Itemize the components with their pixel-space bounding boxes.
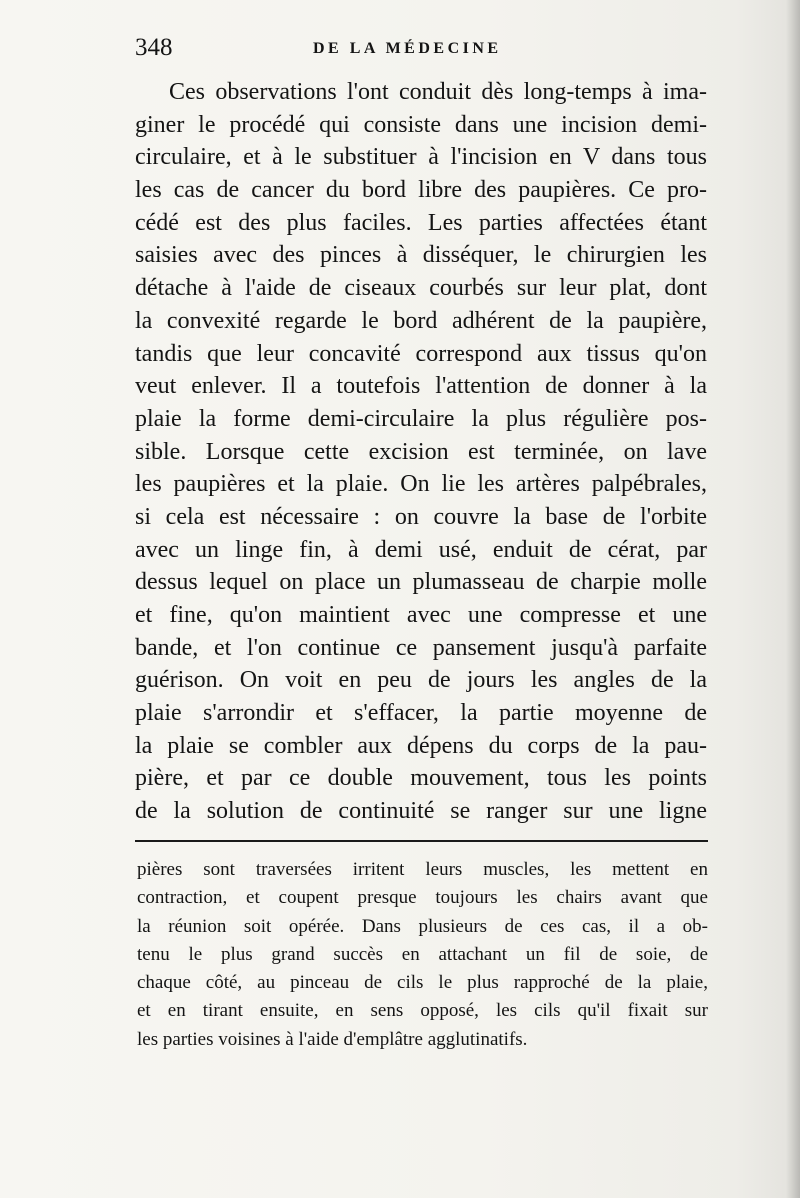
text-line: saisies avec des pinces à disséquer, le chirurgien les — [135, 242, 707, 269]
text-line: cédé est des plus faciles. Les parties affectées étant — [135, 209, 707, 236]
page-header — [135, 32, 705, 68]
footnote-line: et en tirant ensuite, en sens opposé, les cils qu'il fixait sur — [137, 1000, 708, 1022]
text-line: plaie s'arrondir et s'effacer, la partie moyenne de — [135, 700, 707, 727]
text-line: de la solution de continuité se ranger sur une ligne — [135, 798, 707, 825]
footnote-line: tenu le plus grand succès en attachant un fil de soie, de — [137, 943, 708, 965]
text-line: circulaire, et à le substituer à l'incision en V dans tous — [135, 144, 707, 171]
text-line: veut enlever. Il a toutefois l'attention de donner à la — [135, 373, 707, 400]
text-line: les paupières et la plaie. On lie les artères palpébrales, — [135, 471, 707, 498]
text-line: sible. Lorsque cette excision est terminée, on lave — [135, 438, 707, 465]
footnote-line: pières sont traversées irritent leurs muscles, les mettent en — [137, 859, 708, 880]
page-edge-shadow — [786, 0, 800, 1198]
text-line: la convexité regarde le bord adhérent de la paupière, — [135, 307, 707, 334]
text-line: dessus lequel on place un plumasseau de charpie molle — [135, 569, 707, 596]
main-text-block — [135, 76, 707, 828]
text-line: la plaie se combler aux dépens du corps de la pau- — [135, 732, 707, 759]
footnote-block — [137, 856, 708, 1054]
text-line: guérison. On voit en peu de jours les angles de la — [135, 667, 707, 694]
page-number: 348 — [135, 34, 173, 61]
footnote-separator-rule — [135, 840, 708, 842]
text-line: les cas de cancer du bord libre des paupières. Ce pro- — [135, 177, 707, 204]
text-line: Ces observations l'ont conduit dès long-temps à ima- — [169, 79, 707, 105]
text-line: si cela est nécessaire : on couvre la base de l'orbite — [135, 503, 707, 530]
text-line: plaie la forme demi-circulaire la plus régulière pos- — [135, 405, 707, 432]
text-line: giner le procédé qui consiste dans une incision demi- — [135, 111, 707, 138]
footnote-line: les parties voisines à l'aide d'emplâtre agglutinatifs. — [137, 1028, 528, 1050]
footnote-line: contraction, et coupent presque toujours les chairs avant que — [137, 887, 708, 909]
text-line: bande, et l'on continue ce pansement jusqu'à parfaite — [135, 634, 707, 661]
running-head: DE LA MÉDECINE — [313, 40, 502, 57]
text-line: et fine, qu'on maintient avec une compresse et une — [135, 602, 707, 628]
text-line: pière, et par ce double mouvement, tous les points — [135, 765, 707, 792]
footnote-line: chaque côté, au pinceau de cils le plus rapproché de la plaie, — [137, 972, 708, 994]
text-line: avec un linge fin, à demi usé, enduit de cérat, par — [135, 536, 707, 563]
text-line: détache à l'aide de ciseaux courbés sur leur plat, dont — [135, 275, 707, 302]
text-line: tandis que leur concavité correspond aux tissus qu'on — [135, 340, 707, 367]
footnote-line: la réunion soit opérée. Dans plusieurs de ces cas, il a ob- — [137, 915, 708, 937]
